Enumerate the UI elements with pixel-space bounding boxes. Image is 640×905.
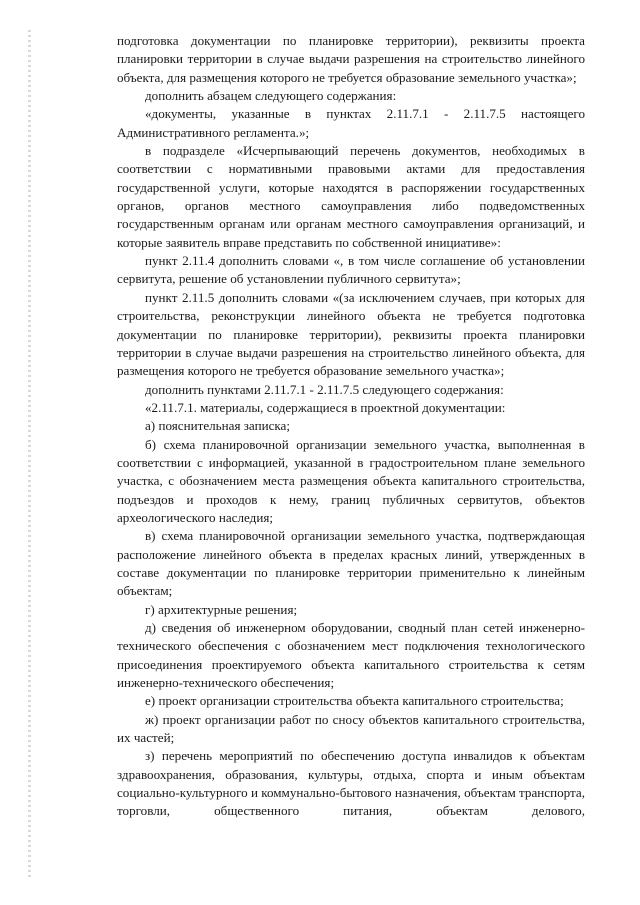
list-item: б) схема планировочной организации земельного участка, выполненная в соответствии с информацией, указанной в градостроительном плане земельного участка, с обозначением места размещения объекта капитального строительства, подъездов и проходов к нему, границ публичных сервитутов, объектов археологического наследия; bbox=[117, 436, 585, 525]
list-item: з) перечень мероприятий по обеспечению доступа инвалидов к объектам здравоохранения, образования, культуры, отдыха, спорта и иным объектам социально-культурного и коммунально-бытового назначения, объектам транспорта, торговли, общественного питания, объектам делового, bbox=[117, 748, 585, 819]
paragraph: «документы, указанные в пунктах 2.11.7.1 - 2.11.7.5 настоящего Административного регламента.»; bbox=[117, 106, 585, 140]
list-item: д) сведения об инженерном оборудовании, сводный план сетей инженерно-технического обеспечения с обозначением мест подключения технологического присоединения проектируемого объекта капитального строительства к сетям инженерно-технического обеспечения; bbox=[117, 620, 585, 691]
paragraph: дополнить пунктами 2.11.7.1 - 2.11.7.5 следующего содержания: bbox=[145, 381, 504, 397]
paragraph: дополнить абзацем следующего содержания: bbox=[145, 88, 397, 104]
list-item: е) проект организации строительства объекта капитального строительства; bbox=[145, 693, 564, 709]
list-item: а) пояснительная записка; bbox=[145, 418, 291, 434]
paragraph: «2.11.7.1. материалы, содержащиеся в проектной документации: bbox=[145, 399, 506, 415]
paragraph: в подразделе «Исчерпывающий перечень документов, необходимых в соответствии с нормативными правовыми актами для предоставления государственной услуги, которые находятся в распоряжении государственных органов, органов местного самоуправления либо подведомственных государственным органам или органам местного самоуправления организаций, и которые заявитель вправе представить по собственной инициативе»: bbox=[117, 143, 585, 250]
binding-edge bbox=[28, 30, 31, 880]
list-item: г) архитектурные решения; bbox=[145, 601, 298, 617]
document-body bbox=[117, 32, 585, 821]
paragraph: пункт 2.11.5 дополнить словами «(за исключением случаев, при которых для строительства, реконструкции линейного объекта не требуется подготовка документации по планировке территории), реквизиты проекта планировки территории в случае выдачи разрешения на строительство линейного объекта, для размещения которого не требуется образование земельного участка»; bbox=[117, 289, 585, 379]
paragraph: пункт 2.11.4 дополнить словами «, в том числе соглашение об установлении сервитута, решение об установлении публичного сервитута»; bbox=[117, 253, 585, 287]
paragraph: подготовка документации по планировке территории), реквизиты проекта планировки территории в случае выдачи разрешения на строительство линейного объекта, для размещения которого не требуется образование земельного участка»; bbox=[117, 33, 585, 85]
list-item: в) схема планировочной организации земельного участка, подтверждающая расположение линейного объекта в пределах красных линий, утвержденных в составе документации по планировке территории применительно к линейным объектам; bbox=[117, 528, 585, 599]
list-item: ж) проект организации работ по сносу объектов капитального строительства, их частей; bbox=[117, 711, 585, 746]
